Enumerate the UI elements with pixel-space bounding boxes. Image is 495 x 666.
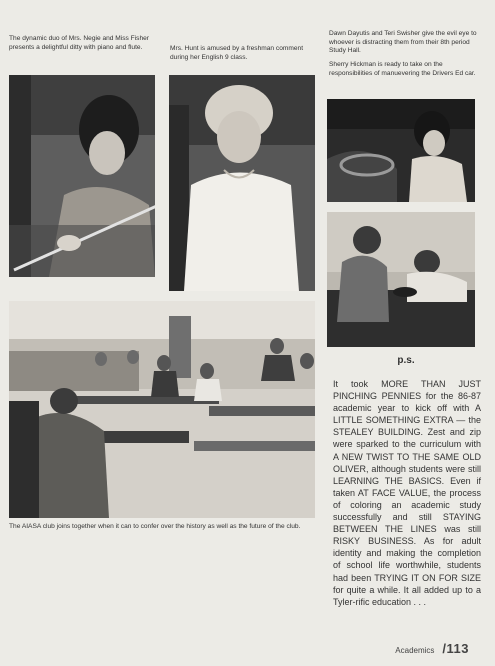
photo-aiasa-club	[9, 301, 315, 518]
photo-flute-duo	[9, 75, 155, 277]
photo-study-hall	[327, 212, 475, 347]
caption-study-hall: Dawn Dayutis and Teri Swisher give the evil eye to whoever is distracting them from their 8th period Study Hall.	[329, 30, 477, 55]
folio-section: Academics	[395, 646, 435, 655]
ps-body-text: It took MORE THAN JUST PINCHING PENNIES for the 86-87 academic year to kick off with A LITTLE SOMETHING EXTRA — the STEALEY BUILDING. Zest and zip were sparked to the curriculum with A NEW TWIST TO THE SAME OLD OLIVER, although students were still LEARNING THE BASICS. Even if taken AT FACE VALUE, the process of coloring an academic study successfully and still STAYING BETWEEN THE LINES was still RISKY BUSINESS. As for adult identity and making the completion of school life worthwhile, students had been TRYING IT ON FOR SIZE for quite a while. It all added up to a Tyler-rific education . . .	[333, 379, 481, 607]
caption-flute: The dynamic duo of Mrs. Negie and Miss Fisher presents a delightful ditty with piano and flute.	[9, 35, 149, 51]
caption-drivers: Sherry Hickman is ready to take on the responsibilities of manuevering the Drivers Ed car.	[329, 61, 476, 77]
photo-mrs-hunt	[169, 75, 315, 291]
page-folio	[395, 641, 469, 656]
photo-drivers-ed	[327, 99, 475, 202]
ps-heading: p.s.	[397, 355, 415, 366]
caption-club: The AIASA club joins together when it can to confer over the history as well as the future of the club.	[9, 523, 301, 530]
folio-page-number: /113	[442, 641, 469, 656]
caption-hunt: Mrs. Hunt is amused by a freshman comment during her English 9 class.	[170, 45, 304, 61]
